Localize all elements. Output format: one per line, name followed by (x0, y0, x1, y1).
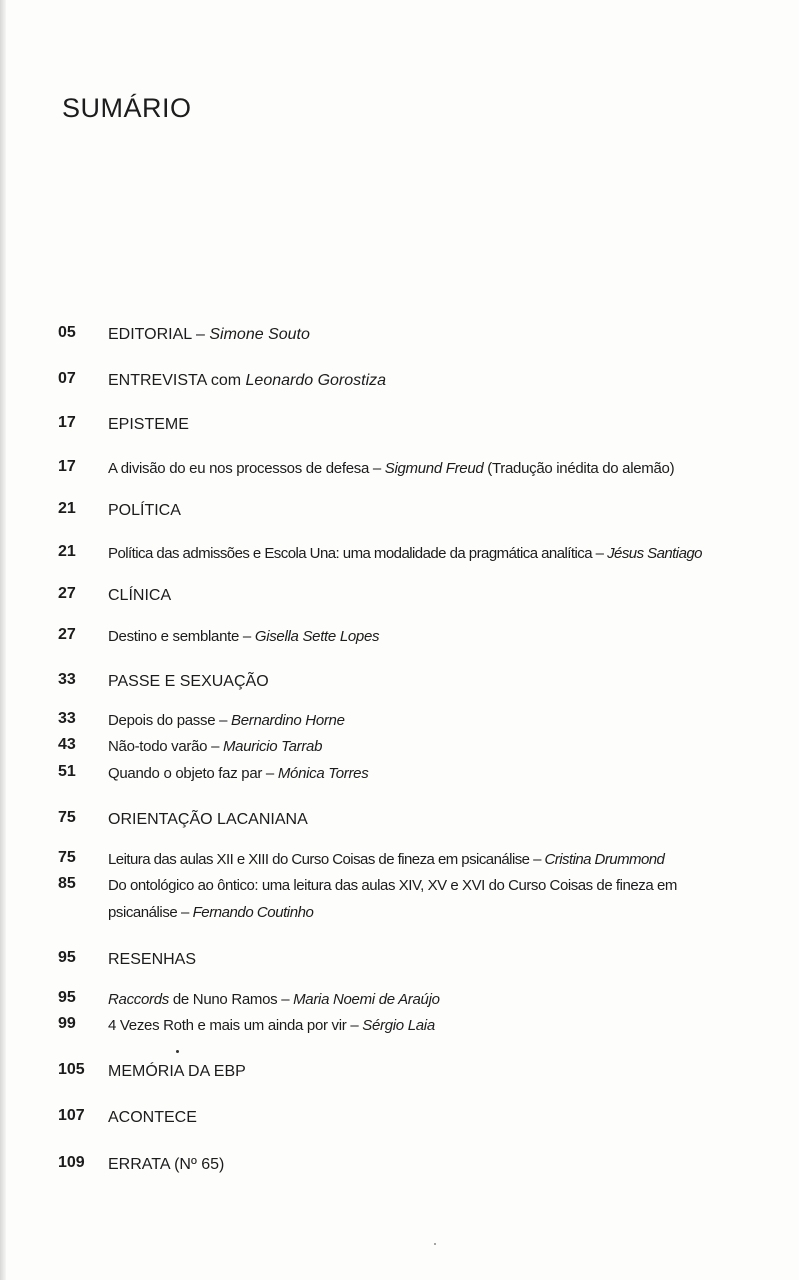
book-title: Raccords (108, 991, 169, 1008)
author-name: Cristina Drummond (544, 851, 665, 868)
page-number: 27 (58, 585, 76, 602)
article-title: Destino e semblante (108, 628, 240, 645)
separator: – (592, 545, 608, 562)
section-heading: POLÍTICA (108, 502, 181, 519)
author-name: Mauricio Tarrab (222, 738, 323, 755)
entry-text (108, 707, 748, 734)
separator: – (239, 628, 255, 645)
section-heading: ACONTECE (108, 1109, 197, 1126)
page-number: 75 (58, 849, 76, 866)
entry-text (108, 1012, 748, 1039)
article-note: (Tradução inédita do alemão) (483, 460, 675, 477)
separator: – (207, 738, 223, 755)
entry-text (108, 455, 748, 482)
author-name: Fernando Coutinho (192, 904, 314, 921)
page-number: 99 (58, 1015, 76, 1032)
section-heading: CLÍNICA (108, 587, 172, 604)
page-number: 51 (58, 763, 76, 780)
entry-text (108, 733, 748, 760)
article-title: Não-todo varão (108, 738, 208, 755)
page-number: 85 (58, 875, 76, 892)
article-title: A divisão do eu nos processos de defesa (108, 460, 369, 477)
page-number: 17 (58, 414, 76, 431)
entry-text (108, 367, 748, 394)
page-number: 27 (58, 626, 76, 643)
section-heading: EPISTEME (108, 416, 189, 433)
article-title: Quando o objeto faz par (108, 765, 263, 782)
page-number: 07 (58, 370, 76, 387)
page-number: 21 (58, 543, 76, 560)
section-heading: ORIENTAÇÃO LACANIANA (108, 811, 308, 828)
page-number: 43 (58, 736, 76, 753)
page-number: 105 (58, 1061, 85, 1078)
entry-text (108, 986, 748, 1013)
separator: – (262, 765, 278, 782)
author-name: Sigmund Freud (384, 460, 484, 477)
section-heading: EDITORIAL (108, 326, 192, 343)
paper-speck (434, 1243, 436, 1245)
entry-text (108, 623, 748, 650)
entry-text (108, 846, 758, 873)
page-title: SUMÁRIO (62, 93, 192, 123)
author-name: Leonardo Gorostiza (245, 372, 387, 389)
separator: – (215, 712, 232, 729)
page-number: 107 (58, 1107, 85, 1124)
entry-text (108, 321, 748, 348)
separator: – (277, 991, 294, 1008)
page-number: 75 (58, 809, 76, 826)
article-title: Depois do passe (108, 712, 216, 729)
section-heading: ENTREVISTA com (108, 372, 242, 389)
separator: – (368, 460, 385, 477)
separator: – (529, 851, 545, 868)
author-name: Gisella Sette Lopes (254, 628, 380, 645)
section-heading: RESENHAS (108, 951, 197, 968)
section-heading: ERRATA (Nº 65) (108, 1156, 225, 1173)
entry-text (108, 872, 723, 926)
section-heading: MEMÓRIA DA EBP (108, 1063, 246, 1080)
article-title: 4 Vezes Roth e mais um ainda por vir (108, 1017, 347, 1034)
author-name: Mónica Torres (277, 765, 369, 782)
page-number: 05 (58, 324, 76, 341)
article-title: Política das admissões e Escola Una: uma modalidade da pragmática analítica (108, 545, 593, 562)
separator: – (177, 904, 193, 921)
article-title: Leitura das aulas XII e XIII do Curso Coisas de fineza em psicanálise (108, 851, 530, 868)
article-title: Do ontológico ao ôntico: uma leitura das aulas XIV, XV e XVI do Curso Coisas de fineza em psicanálise (108, 877, 677, 921)
page-number: 95 (58, 989, 76, 1006)
page-number: 109 (58, 1154, 85, 1171)
page-number: 33 (58, 671, 76, 688)
entry-text (108, 540, 758, 567)
author-name: Maria Noemi de Araújo (293, 991, 440, 1008)
page-number: 17 (58, 458, 76, 475)
author-name: Jésus Santiago (607, 545, 702, 562)
author-name: Bernardino Horne (231, 712, 345, 729)
author-name: Sérgio Laia (362, 1017, 435, 1034)
separator: – (346, 1017, 363, 1034)
page-number: 95 (58, 949, 76, 966)
article-title: de Nuno Ramos (168, 991, 278, 1008)
page-number: 21 (58, 500, 76, 517)
separator: – (191, 326, 210, 343)
section-heading: PASSE E SEXUAÇÃO (108, 673, 269, 690)
author-name: Simone Souto (209, 326, 310, 343)
print-mark (176, 1050, 179, 1053)
page-number: 33 (58, 710, 76, 727)
entry-text (108, 760, 748, 787)
